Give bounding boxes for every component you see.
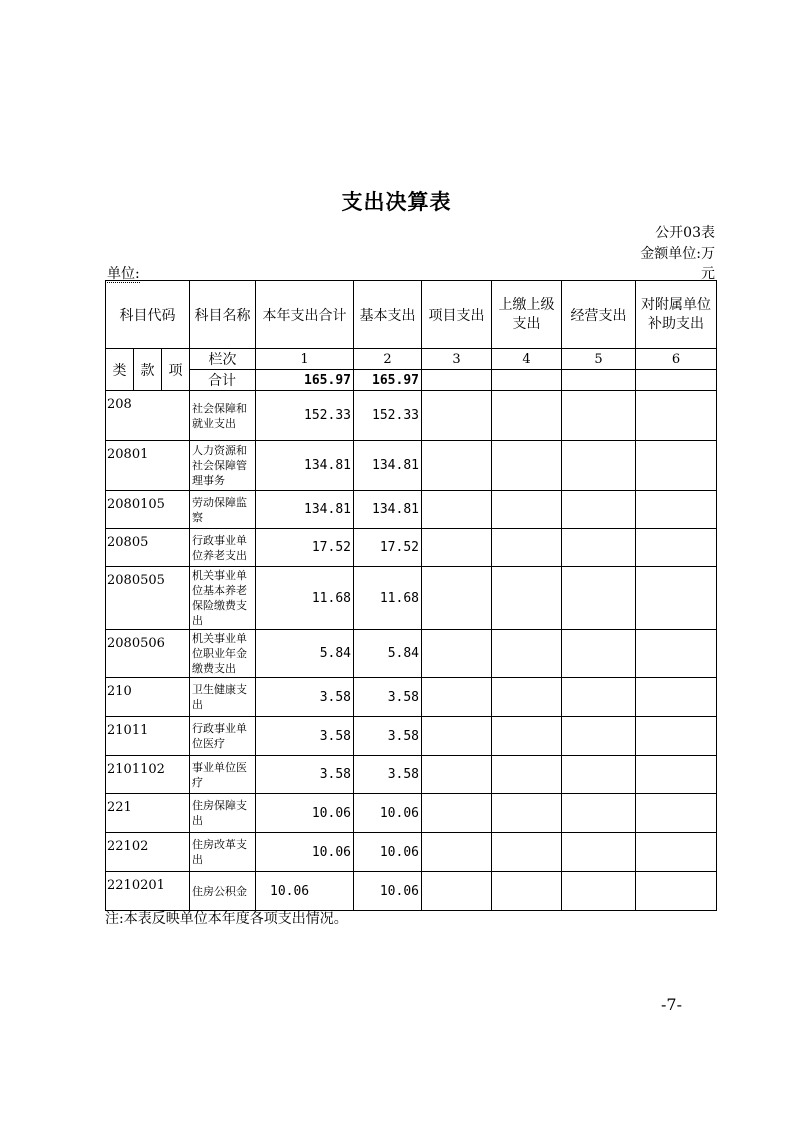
row-subsidy [636, 833, 717, 872]
row-name: 事业单位医疗 [190, 756, 256, 794]
row-code: 20805 [106, 529, 190, 567]
row-basic: 3.58 [354, 756, 422, 794]
row-business [562, 678, 636, 717]
row-business [562, 567, 636, 630]
row-upper [492, 391, 562, 441]
row-total: 17.52 [256, 529, 354, 567]
row-project [422, 630, 492, 678]
row-basic: 10.06 [354, 872, 422, 911]
column-index-row [106, 349, 717, 370]
row-basic: 152.33 [354, 391, 422, 441]
row-subsidy [636, 794, 717, 833]
row-project [422, 756, 492, 794]
row-subsidy [636, 630, 717, 678]
row-basic: 134.81 [354, 491, 422, 529]
table-row [106, 491, 717, 529]
header-subject-name: 科目名称 [190, 281, 256, 349]
row-upper [492, 491, 562, 529]
table-row [106, 441, 717, 491]
row-upper [492, 529, 562, 567]
row-basic: 5.84 [354, 630, 422, 678]
page-title: 支出决算表 [341, 190, 452, 214]
table-row [106, 529, 717, 567]
row-upper [492, 717, 562, 756]
row-code: 22102 [106, 833, 190, 872]
row-project [422, 833, 492, 872]
row-business [562, 833, 636, 872]
row-code: 2080506 [106, 630, 190, 678]
header-project: 项目支出 [422, 281, 492, 349]
row-code: 2080105 [106, 491, 190, 529]
row-basic: 3.58 [354, 678, 422, 717]
table-row [106, 717, 717, 756]
row-project [422, 491, 492, 529]
header-basic: 基本支出 [354, 281, 422, 349]
row-project [422, 872, 492, 911]
row-project [422, 441, 492, 491]
table-note: 注:本表反映单位本年度各项支出情况。 [105, 911, 348, 927]
row-subsidy [636, 678, 717, 717]
row-name: 住房公积金 [190, 872, 256, 911]
expenditure-table [105, 280, 717, 911]
row-code: 2101102 [106, 756, 190, 794]
row-upper [492, 833, 562, 872]
header-upper: 上缴上级支出 [492, 281, 562, 349]
row-subsidy [636, 491, 717, 529]
col-index-1: 1 [256, 349, 354, 370]
row-subsidy [636, 567, 717, 630]
header-subject-code: 科目代码 [106, 281, 190, 349]
row-name: 劳动保障监察 [190, 491, 256, 529]
row-project [422, 717, 492, 756]
row-project [422, 567, 492, 630]
row-project [422, 678, 492, 717]
col-index-5: 5 [562, 349, 636, 370]
header-total: 本年支出合计 [256, 281, 354, 349]
page-number: -7- [661, 995, 682, 1014]
row-business [562, 441, 636, 491]
row-total: 11.68 [256, 567, 354, 630]
header-lanci: 栏次 [190, 349, 256, 370]
row-name: 机关事业单位职业年金缴费支出 [190, 630, 256, 678]
table-row [106, 567, 717, 630]
row-total: 10.06 [256, 833, 354, 872]
total-value: 165.97 [256, 370, 354, 391]
unit-label-text: 单位: [107, 266, 140, 282]
row-name: 社会保障和就业支出 [190, 391, 256, 441]
row-project [422, 794, 492, 833]
row-business [562, 717, 636, 756]
col-index-4: 4 [492, 349, 562, 370]
row-name: 住房保障支出 [190, 794, 256, 833]
row-upper [492, 630, 562, 678]
amount-unit-continued: 元 [701, 266, 715, 282]
row-code: 210 [106, 678, 190, 717]
row-basic: 10.06 [354, 833, 422, 872]
header-xiang: 项 [162, 349, 190, 391]
row-total: 10.06 [256, 872, 354, 911]
row-name: 机关事业单位基本养老保险缴费支出 [190, 567, 256, 630]
total-label: 合计 [190, 370, 256, 391]
row-upper [492, 794, 562, 833]
row-business [562, 491, 636, 529]
row-total: 5.84 [256, 630, 354, 678]
row-name: 人力资源和社会保障管理事务 [190, 441, 256, 491]
table-row [106, 678, 717, 717]
row-business [562, 756, 636, 794]
header-subsidy: 对附属单位补助支出 [636, 281, 717, 349]
row-subsidy [636, 391, 717, 441]
row-basic: 17.52 [354, 529, 422, 567]
row-business [562, 794, 636, 833]
row-total: 3.58 [256, 717, 354, 756]
total-basic-value: 165.97 [354, 370, 422, 391]
row-code: 221 [106, 794, 190, 833]
row-upper [492, 872, 562, 911]
row-subsidy [636, 717, 717, 756]
row-upper [492, 756, 562, 794]
row-business [562, 529, 636, 567]
row-total: 152.33 [256, 391, 354, 441]
row-total: 3.58 [256, 756, 354, 794]
row-total: 3.58 [256, 678, 354, 717]
row-total: 134.81 [256, 491, 354, 529]
row-name: 住房改革支出 [190, 833, 256, 872]
row-project [422, 529, 492, 567]
row-code: 2210201 [106, 872, 190, 911]
row-upper [492, 441, 562, 491]
col-index-2: 2 [354, 349, 422, 370]
row-subsidy [636, 441, 717, 491]
row-subsidy [636, 756, 717, 794]
row-basic: 10.06 [354, 794, 422, 833]
col-index-6: 6 [636, 349, 717, 370]
row-code: 20801 [106, 441, 190, 491]
row-total: 134.81 [256, 441, 354, 491]
header-business: 经营支出 [562, 281, 636, 349]
amount-unit: 金额单位:万 [640, 246, 715, 262]
table-row [106, 872, 717, 911]
row-basic: 134.81 [354, 441, 422, 491]
table-row [106, 833, 717, 872]
row-name: 行政事业单位养老支出 [190, 529, 256, 567]
header-kuan: 款 [134, 349, 162, 391]
header-lei: 类 [106, 349, 134, 391]
table-row [106, 756, 717, 794]
row-subsidy [636, 872, 717, 911]
total-row [106, 370, 717, 391]
table-row [106, 630, 717, 678]
row-code: 208 [106, 391, 190, 441]
row-project [422, 391, 492, 441]
form-code: 公开03表 [655, 225, 715, 241]
col-index-3: 3 [422, 349, 492, 370]
row-upper [492, 567, 562, 630]
row-code: 21011 [106, 717, 190, 756]
table-row [106, 794, 717, 833]
row-business [562, 872, 636, 911]
row-subsidy [636, 529, 717, 567]
table-row [106, 391, 717, 441]
row-name: 行政事业单位医疗 [190, 717, 256, 756]
row-business [562, 391, 636, 441]
row-basic: 3.58 [354, 717, 422, 756]
row-business [562, 630, 636, 678]
row-upper [492, 678, 562, 717]
row-total: 10.06 [256, 794, 354, 833]
row-name: 卫生健康支出 [190, 678, 256, 717]
header-row [106, 281, 717, 349]
row-code: 2080505 [106, 567, 190, 630]
row-basic: 11.68 [354, 567, 422, 630]
